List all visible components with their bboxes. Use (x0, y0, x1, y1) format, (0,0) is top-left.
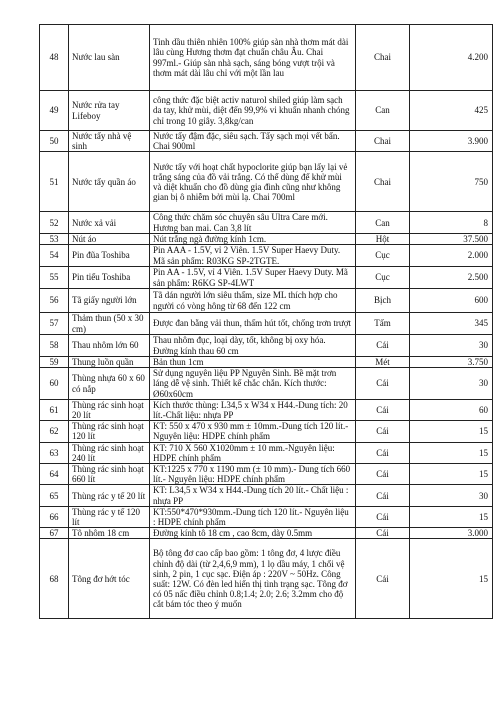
item-description: KT: L34,5 x W34 x H44.-Dung tích 20 lít.- Chất liệu : nhựa PP (150, 485, 356, 506)
row-number: 66 (40, 506, 69, 527)
row-number: 67 (40, 528, 69, 539)
item-description: Nước tẩy với hoạt chất hypoclorite giúp bạn lấy lại vẻ trắng sáng của đồ vải trắng. Có thể dùng để khử mùi và diệt khuẩn cho đồ dùng gia đình cũng như không gian bị ô nhiễm bởi mùi lạ. Chai 700ml (150, 152, 356, 212)
item-quantity: 3.000 (410, 528, 493, 539)
table-row (40, 357, 493, 368)
table-row (40, 485, 493, 506)
table-row (40, 506, 493, 527)
item-unit: Hột (356, 233, 410, 244)
row-number: 68 (40, 539, 69, 619)
item-description: Kích thước thùng: L34,5 x W34 x H44.-Dung tích: 20 lít.-Chất liệu: nhựa PP (150, 399, 356, 420)
item-unit: Cái (356, 335, 410, 357)
item-unit: Cái (356, 528, 410, 539)
item-description: Nước tẩy đậm đặc, siêu sạch. Tẩy sạch mọi vết bẩn. Chai 900ml (150, 131, 356, 152)
item-name: Thùng rác sinh hoạt 660 lít (69, 464, 150, 485)
item-quantity: 15 (410, 421, 493, 442)
item-unit: Cái (356, 506, 410, 527)
item-description: Pin AAA - 1.5V, vỉ 2 Viên. 1.5V Super Haevy Duty. Mã sản phẩm: R03KG SP-2TGTE. (150, 245, 356, 267)
item-name: Pin đũa Toshiba (69, 245, 150, 267)
item-name: Thùng rác y tế 20 lít (69, 485, 150, 506)
table-row (40, 212, 493, 233)
row-number: 61 (40, 399, 69, 420)
item-description: KT: 550 x 470 x 930 mm ± 10mm.-Dung tích 120 lít.-Nguyên liệu: HDPE chính phẩm (150, 421, 356, 442)
table-row (40, 131, 493, 152)
item-name: Nước rửa tay Lifeboy (69, 91, 150, 131)
row-number: 51 (40, 152, 69, 212)
item-description: công thức đặc biệt activ naturol shiled giúp làm sạch da tay, khử mùi, diệt đến 99,9% vi khuẩn nhanh chóng chỉ trong 10 giây. 3,8kg/can (150, 91, 356, 131)
row-number: 49 (40, 91, 69, 131)
item-description: Pin AA - 1.5V, vỉ 4 Viên. 1.5V Super Haevy Duty. Mã sản phẩm: R6KG SP-4LWT (150, 267, 356, 289)
item-description: KT:550*470*930mm.-Dung tích 120 lít.- Nguyên liệu : HDPE chính phẩm (150, 506, 356, 527)
table-row (40, 399, 493, 420)
item-quantity: 15 (410, 506, 493, 527)
item-quantity: 600 (410, 289, 493, 313)
item-quantity: 15 (410, 442, 493, 463)
item-unit: Cái (356, 421, 410, 442)
item-quantity: 30 (410, 335, 493, 357)
item-unit: Cục (356, 267, 410, 289)
table-row (40, 91, 493, 131)
row-number: 56 (40, 289, 69, 313)
item-quantity: 15 (410, 539, 493, 619)
item-name: Thùng rác sinh hoạt 240 lít (69, 442, 150, 463)
item-quantity: 2.500 (410, 267, 493, 289)
item-name: Thùng rác sinh hoạt 120 lít (69, 421, 150, 442)
item-quantity: 60 (410, 399, 493, 420)
table-row (40, 335, 493, 357)
item-name: Nước xả vải (69, 212, 150, 233)
row-number: 54 (40, 245, 69, 267)
item-unit: Chai (356, 131, 410, 152)
item-unit: Cục (356, 245, 410, 267)
item-quantity: 8 (410, 212, 493, 233)
product-table-body (40, 25, 493, 619)
item-quantity: 3.750 (410, 357, 493, 368)
item-description: Thau nhôm đục, loại dày, tốt, không bị oxy hóa. Đường kính thau 60 cm (150, 335, 356, 357)
item-description: Nút trắng ngà đường kính 1cm. (150, 233, 356, 244)
row-number: 48 (40, 25, 69, 91)
row-number: 57 (40, 313, 69, 335)
item-description: Bộ tông đơ cao cấp bao gồm: 1 tông đơ, 4 lược điều chỉnh độ dài (từ 2,4,6,9 mm), 1 lọ dầu máy, 1 chổi vệ sinh, 2 pin, 1 cục sạc. Điện áp : 220V ~ 50Hz. Công suất: 12W. Có đèn led hiển thị tình trạng sạc. Tông đơ có 05 nấc điều chỉnh 0.8;1.4; 2.0; 2.6; 3.2mm cho độ cắt bám tóc theo ý muốn (150, 539, 356, 619)
table-row (40, 528, 493, 539)
item-name: Tô nhôm 18 cm (69, 528, 150, 539)
row-number: 60 (40, 368, 69, 400)
item-unit: Cái (356, 464, 410, 485)
item-quantity: 30 (410, 368, 493, 400)
table-row (40, 267, 493, 289)
item-description: Bản thun 1cm (150, 357, 356, 368)
item-quantity: 345 (410, 313, 493, 335)
item-unit: Mét (356, 357, 410, 368)
table-row (40, 289, 493, 313)
row-number: 58 (40, 335, 69, 357)
row-number: 65 (40, 485, 69, 506)
item-unit: Bịch (356, 289, 410, 313)
item-name: Thùng rác y tế 120 lít (69, 506, 150, 527)
item-name: Nút áo (69, 233, 150, 244)
row-number: 55 (40, 267, 69, 289)
table-row (40, 368, 493, 400)
item-unit: Chai (356, 25, 410, 91)
item-name: Thau nhôm lớn 60 (69, 335, 150, 357)
table-row (40, 245, 493, 267)
item-name: Pin tiểu Toshiba (69, 267, 150, 289)
table-row (40, 313, 493, 335)
item-name: Tã giấy người lớn (69, 289, 150, 313)
item-name: Thùng nhựa 60 x 60 có nắp (69, 368, 150, 400)
item-unit: Cái (356, 368, 410, 400)
table-row (40, 421, 493, 442)
item-quantity: 750 (410, 152, 493, 212)
item-description: KT: 710 X 560 X1020mm ± 10 mm.-Nguyên liệu: HDPE chính phẩm (150, 442, 356, 463)
item-description: Tinh dầu thiên nhiên 100% giúp sàn nhà thơm mát dài lâu cùng Hương thơm đạt chuẩn châu Âu. Chai 997ml.- Giúp sàn nhà sạch, sáng bóng vượt trội và thơm mát dài lâu chỉ với một lần lau (150, 25, 356, 91)
item-unit: Can (356, 212, 410, 233)
item-description: Được đan bằng vải thun, thấm hút tốt, chống trơn trượt (150, 313, 356, 335)
row-number: 52 (40, 212, 69, 233)
item-quantity: 2.000 (410, 245, 493, 267)
item-unit: Cái (356, 442, 410, 463)
item-quantity: 4.200 (410, 25, 493, 91)
item-name: Nước lau sàn (69, 25, 150, 91)
item-unit: Cái (356, 399, 410, 420)
item-unit: Tấm (356, 313, 410, 335)
item-name: Thung luồn quần (69, 357, 150, 368)
table-row (40, 233, 493, 244)
item-quantity: 425 (410, 91, 493, 131)
product-table (39, 24, 493, 619)
item-quantity: 15 (410, 464, 493, 485)
item-name: Nước tẩy nhà vệ sinh (69, 131, 150, 152)
table-row (40, 539, 493, 619)
item-name: Nước tẩy quần áo (69, 152, 150, 212)
item-unit: Cái (356, 485, 410, 506)
item-description: Tã dán người lớn siêu thấm, size ML thích hợp cho người có vòng hông từ 68 đến 122 cm (150, 289, 356, 313)
item-description: Sử dụng nguyên liệu PP Nguyên Sinh. Bề mặt trơn láng dễ vệ sinh. Thiết kế chắc chắn. Kích thước: Ø60x60cm (150, 368, 356, 400)
row-number: 63 (40, 442, 69, 463)
item-name: Thùng rác sinh hoạt 20 lít (69, 399, 150, 420)
row-number: 64 (40, 464, 69, 485)
row-number: 59 (40, 357, 69, 368)
item-name: Tông đơ hớt tóc (69, 539, 150, 619)
item-description: KT:1225 x 770 x 1190 mm (± 10 mm).- Dung tích 660 lít.- Nguyên liệu: HDPE chính phẩm (150, 464, 356, 485)
table-row (40, 25, 493, 91)
item-quantity: 3.900 (410, 131, 493, 152)
table-row (40, 442, 493, 463)
item-unit: Can (356, 91, 410, 131)
row-number: 62 (40, 421, 69, 442)
item-name: Thảm thun (50 x 30 cm) (69, 313, 150, 335)
item-unit: Cái (356, 539, 410, 619)
table-row (40, 464, 493, 485)
item-unit: Chai (356, 152, 410, 212)
row-number: 53 (40, 233, 69, 244)
item-description: Đường kính tô 18 cm , cao 8cm, dày 0.5mm (150, 528, 356, 539)
row-number: 50 (40, 131, 69, 152)
item-description: Công thức chăm sóc chuyên sâu Ultra Care mới. Hương ban mai. Can 3,8 lít (150, 212, 356, 233)
item-quantity: 30 (410, 485, 493, 506)
item-quantity: 37.500 (410, 233, 493, 244)
table-row (40, 152, 493, 212)
